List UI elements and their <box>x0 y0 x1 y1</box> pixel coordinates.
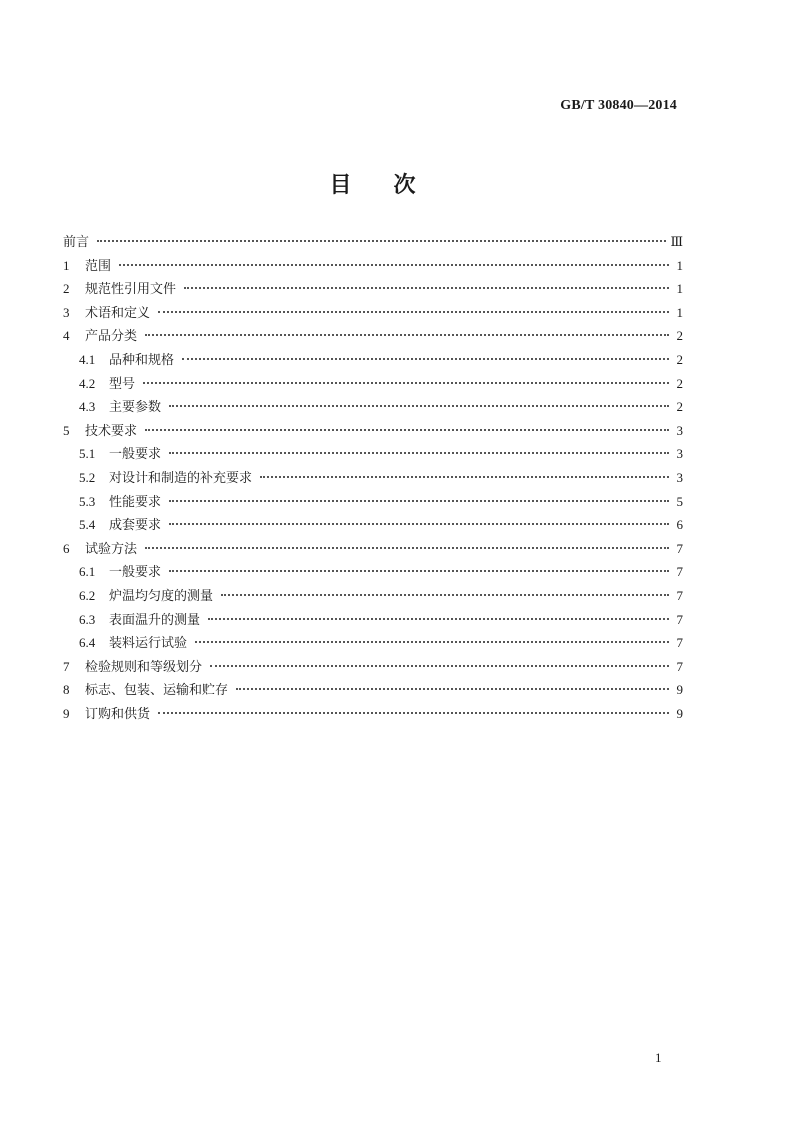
toc-entry-number: 5 <box>63 422 70 438</box>
toc-dot-leader <box>158 711 669 714</box>
toc-entry-title: 产品分类 <box>85 329 138 345</box>
toc-entry-page: 9 <box>676 705 683 721</box>
toc-entry[interactable] <box>63 631 683 655</box>
toc-entry-page: 7 <box>676 658 683 674</box>
toc-entry-title: 性能要求 <box>109 494 162 510</box>
toc-dot-leader <box>158 310 669 313</box>
toc-entry-number: 5.1 <box>79 446 96 462</box>
toc-entry-page: 3 <box>676 422 683 438</box>
toc-entry-page: 1 <box>676 281 683 297</box>
toc-dot-leader <box>195 640 669 643</box>
toc-entry-title: 检验规则和等级划分 <box>85 659 203 675</box>
toc-entry-title: 装料运行试验 <box>109 636 188 652</box>
toc-entry-title: 一般要求 <box>109 447 162 463</box>
toc-entry-number: 1 <box>63 257 70 273</box>
toc-entry-title: 表面温升的测量 <box>109 612 201 628</box>
toc-entry-page: 7 <box>676 611 683 627</box>
toc-entry-number: 6.1 <box>79 564 96 580</box>
toc-entry-number: 4.1 <box>79 351 96 367</box>
standard-code: GB/T 30840—2014 <box>560 98 677 113</box>
toc-entry[interactable] <box>63 348 683 372</box>
toc-entry-title: 对设计和制造的补充要求 <box>109 470 253 486</box>
toc-entry-title: 标志、包装、运输和贮存 <box>85 683 229 699</box>
toc-dot-leader <box>236 687 669 690</box>
toc-entry[interactable] <box>63 584 683 608</box>
toc-entry-title: 试验方法 <box>85 541 138 557</box>
toc-entry-number: 5.4 <box>79 517 96 533</box>
toc-entry-title: 主要参数 <box>109 400 162 416</box>
toc-entry-title: 前言 <box>63 235 90 250</box>
page-number: 1 <box>655 1050 662 1065</box>
toc-entry-page: 3 <box>676 446 683 462</box>
toc-entry[interactable] <box>63 490 683 514</box>
toc-dot-leader <box>169 451 669 454</box>
toc-entry-page: 2 <box>676 375 683 391</box>
toc-entry-title: 范围 <box>85 258 112 274</box>
toc-entry-page: 6 <box>676 517 683 533</box>
toc-entry-title: 品种和规格 <box>109 352 175 368</box>
toc-entry-page: 2 <box>676 351 683 367</box>
toc-entry-title: 一般要求 <box>109 565 162 581</box>
toc-entry[interactable] <box>63 324 683 348</box>
toc-dot-leader <box>182 357 669 360</box>
toc-entry-page: 1 <box>676 257 683 273</box>
toc-dot-leader <box>145 333 669 336</box>
toc-entry-number: 6 <box>63 540 70 556</box>
toc-entry-title: 术语和定义 <box>85 305 151 321</box>
toc-entry-title: 型号 <box>109 376 136 392</box>
toc-entry-number: 7 <box>63 658 70 674</box>
toc-entry-page: 2 <box>676 328 683 344</box>
toc-entry-number: 5.2 <box>79 469 96 485</box>
toc-entry-number: 3 <box>63 304 70 320</box>
toc-entry[interactable] <box>63 277 683 301</box>
toc-entry-number: 6.4 <box>79 635 96 651</box>
toc-entry[interactable] <box>63 537 683 561</box>
toc-dot-leader <box>145 546 669 549</box>
toc-entry-page: 9 <box>676 682 683 698</box>
toc-entry[interactable] <box>63 372 683 396</box>
toc-entry[interactable] <box>63 301 683 325</box>
toc-entry[interactable] <box>63 419 683 443</box>
toc-dot-leader <box>169 404 669 407</box>
toc-entry-title: 炉温均匀度的测量 <box>109 588 214 604</box>
toc-entry[interactable] <box>63 608 683 632</box>
toc-entry-number: 2 <box>63 281 70 297</box>
toc-dot-leader <box>260 475 669 478</box>
toc-entry-title: 成套要求 <box>109 518 162 534</box>
toc-entry-page: 5 <box>676 493 683 509</box>
toc-entry-page: 7 <box>676 587 683 603</box>
toc-entry-page: 7 <box>676 564 683 580</box>
toc-dot-leader <box>145 428 669 431</box>
toc-dot-leader <box>184 286 669 289</box>
toc-entry-page: 7 <box>676 635 683 651</box>
toc-dot-leader <box>169 499 669 502</box>
toc-dot-leader <box>210 664 669 667</box>
toc-dot-leader <box>221 593 669 596</box>
toc-entry-number: 4 <box>63 328 70 344</box>
toc-entry-number: 5.3 <box>79 493 96 509</box>
toc-entry[interactable] <box>63 230 683 254</box>
toc-entry[interactable] <box>63 513 683 537</box>
toc-entry-title: 订购和供货 <box>85 706 151 722</box>
toc-entry[interactable] <box>63 655 683 679</box>
toc-dot-leader <box>169 569 669 572</box>
toc-entry-page: 2 <box>676 399 683 415</box>
toc-entry[interactable] <box>63 442 683 466</box>
toc-entry[interactable] <box>63 466 683 490</box>
toc-entry[interactable] <box>63 678 683 702</box>
toc-dot-leader <box>97 239 666 242</box>
toc-entry-number: 4.2 <box>79 375 96 391</box>
toc-entry-number: 9 <box>63 705 70 721</box>
toc-entry-number: 6.3 <box>79 611 96 627</box>
page-title: 目次 <box>329 173 458 198</box>
toc-entry[interactable] <box>63 395 683 419</box>
toc-entry[interactable] <box>63 254 683 278</box>
toc-entry-title: 规范性引用文件 <box>85 282 177 298</box>
toc-dot-leader <box>119 263 669 266</box>
toc-entry-number: 8 <box>63 682 70 698</box>
toc-entry[interactable] <box>63 702 683 726</box>
toc-entry[interactable] <box>63 560 683 584</box>
toc-entry-page: Ⅲ <box>670 234 683 249</box>
toc-entry-number: 4.3 <box>79 399 96 415</box>
toc-entry-page: 7 <box>676 540 683 556</box>
toc-dot-leader <box>169 522 669 525</box>
toc-dot-leader <box>143 381 669 384</box>
toc-entry-page: 3 <box>676 469 683 485</box>
toc-entry-number: 6.2 <box>79 587 96 603</box>
toc-dot-leader <box>208 617 669 620</box>
table-of-contents <box>63 230 683 725</box>
toc-entry-title: 技术要求 <box>85 423 138 439</box>
toc-entry-page: 1 <box>676 304 683 320</box>
